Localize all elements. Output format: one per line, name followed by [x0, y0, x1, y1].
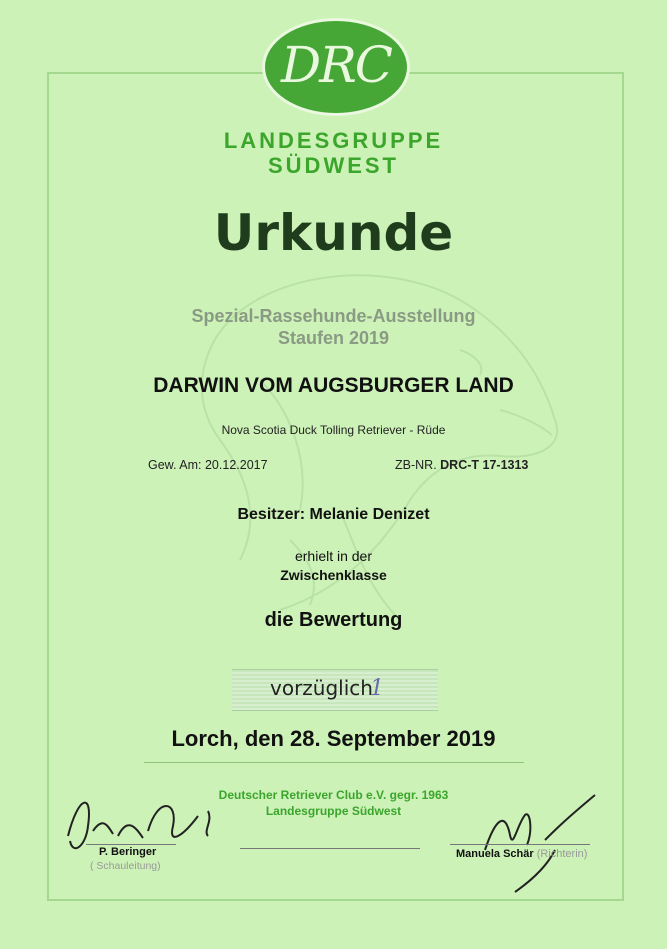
- registration-value: DRC-T 17-1313: [440, 458, 529, 472]
- signature-line-left: [86, 844, 176, 845]
- grade-value: vorzüglich: [270, 676, 373, 700]
- birth-date-label: Gew. Am:: [148, 458, 202, 472]
- signer-left-role: ( Schauleitung): [90, 860, 161, 872]
- divider: [144, 762, 524, 763]
- signer-right-role: (Richterin): [536, 848, 588, 860]
- event-name: Spezial-Rassehunde-Ausstellung: [191, 306, 476, 326]
- registration-label: ZB-NR.: [395, 458, 437, 472]
- club-name: Deutscher Retriever Club e.V. gegr. 1963: [218, 788, 449, 802]
- signature-right: [455, 790, 605, 895]
- logo-subtitle-line2: SÜDWEST: [268, 153, 399, 178]
- signer-left-name: P. Beringer: [99, 846, 157, 858]
- drc-logo: [262, 18, 410, 116]
- received-text: erhielt in der: [294, 548, 373, 564]
- birth-date: [148, 458, 268, 472]
- owner: Besitzer: Melanie Denizet: [237, 506, 430, 523]
- club-region: Landesgruppe Südwest: [265, 804, 402, 818]
- registration-number: [395, 458, 528, 472]
- signer-right: [456, 848, 587, 860]
- event-location-year: Staufen 2019: [277, 328, 390, 348]
- signer-right-name: Manuela Schär: [456, 848, 534, 860]
- logo-text: DRC: [281, 36, 391, 94]
- dog-name: DARWIN VOM AUGSBURGER LAND: [153, 374, 514, 397]
- certificate-title: Urkunde: [213, 204, 454, 262]
- signature-line-right: [450, 844, 590, 845]
- logo-subtitle-line1: LANDESGRUPPE: [223, 128, 444, 153]
- grade-handwritten-mark: 1: [370, 676, 384, 701]
- place-date: Lorch, den 28. September 2019: [171, 726, 496, 751]
- dog-breed: Nova Scotia Duck Tolling Retriever - Rüde: [221, 423, 446, 437]
- show-class: Zwischenklasse: [280, 567, 387, 583]
- rating-heading: die Bewertung: [264, 609, 403, 631]
- birth-date-value: 20.12.2017: [204, 458, 268, 472]
- signature-line-middle: [240, 848, 420, 849]
